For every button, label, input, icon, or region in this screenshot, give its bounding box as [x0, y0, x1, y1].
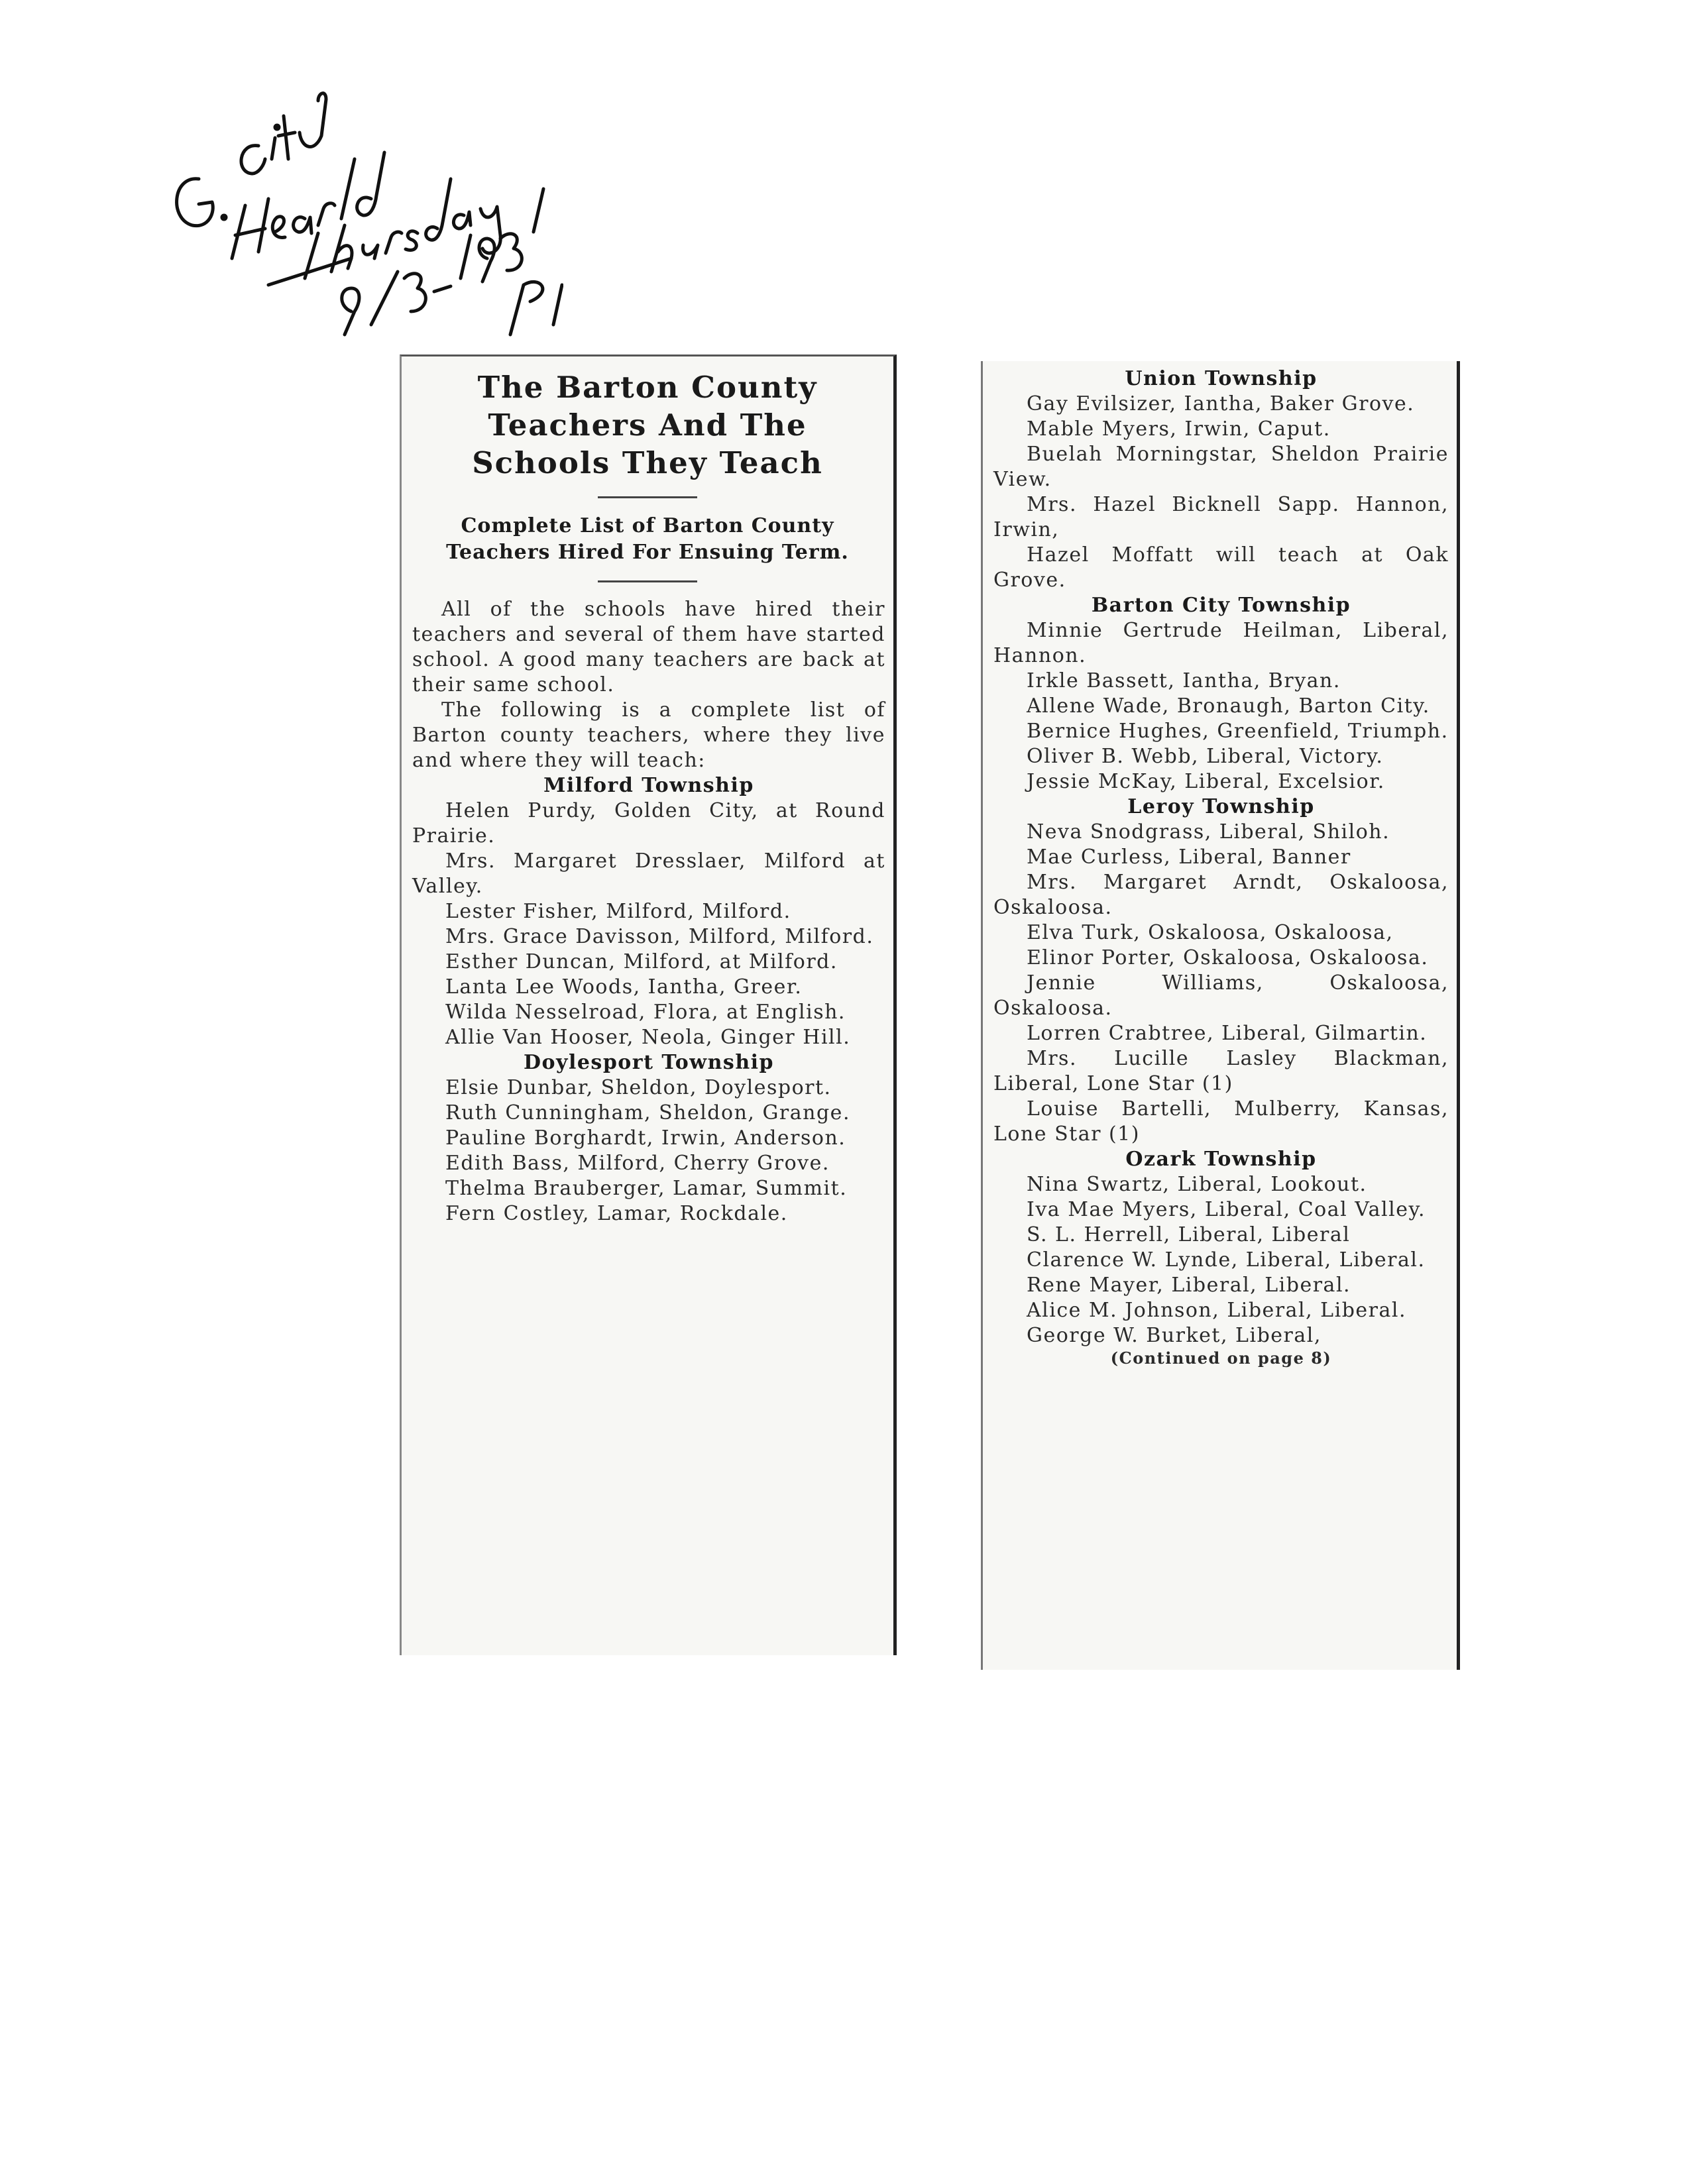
teacher-entry: Minnie Gertrude Heilman, Liberal, Hannon.	[993, 619, 1449, 667]
teacher-entry: Iva Mae Myers, Liberal, Coal Valley.	[1027, 1198, 1426, 1221]
teacher-entry: Louise Bartelli, Mulberry, Kansas, Lone Star (1)	[993, 1097, 1449, 1146]
teacher-entry: Mrs. Margaret Dresslaer, Milford at Valley.	[412, 849, 885, 898]
teacher-entry: Esther Duncan, Milford, at Milford.	[445, 950, 838, 973]
article-column-left	[400, 355, 897, 1655]
article-body-right	[983, 361, 1457, 1368]
teacher-entry: Wilda Nesselroad, Flora, at English.	[445, 1001, 846, 1024]
headline-line-1: The Barton County	[477, 370, 818, 405]
headline-line-3: Schools They Teach	[472, 445, 823, 480]
teacher-entry: Gay Evilsizer, Iantha, Baker Grove.	[1027, 392, 1415, 415]
teacher-entry: Neva Snodgrass, Liberal, Shiloh.	[1027, 820, 1390, 844]
teacher-entry: Allene Wade, Bronaugh, Barton City.	[1027, 694, 1430, 718]
teacher-entry: Thelma Brauberger, Lamar, Summit.	[445, 1177, 848, 1200]
teacher-entry: Mae Curless, Liberal, Banner	[1027, 846, 1351, 869]
article-headline	[402, 368, 893, 482]
article-column-right	[981, 361, 1460, 1670]
township-list-left	[412, 773, 885, 1227]
teacher-entry: Jessie McKay, Liberal, Excelsior.	[1027, 770, 1385, 793]
handwritten-annotation	[152, 60, 563, 338]
section-heading-milford-township: Milford Township	[543, 774, 754, 797]
teacher-entry: Oliver B. Webb, Liberal, Victory.	[1027, 745, 1384, 768]
teacher-entry: Mrs. Grace Davisson, Milford, Milford.	[445, 925, 874, 948]
teacher-entry: Pauline Borghardt, Irwin, Anderson.	[445, 1126, 846, 1150]
intro-paragraph: All of the schools have hired their teachers and several of them have started school. A good many teachers are back at their same school.	[412, 598, 885, 696]
section-heading-leroy-township: Leroy Township	[1127, 795, 1315, 818]
teacher-entry: Mrs. Margaret Arndt, Oskaloosa, Oskaloosa.	[993, 871, 1449, 919]
teacher-entry: Edith Bass, Milford, Cherry Grove.	[445, 1152, 830, 1175]
teacher-entry: Jennie Williams, Oskaloosa, Oskaloosa.	[993, 971, 1449, 1020]
section-heading-union-township: Union Township	[1125, 367, 1318, 390]
teacher-entry: Lanta Lee Woods, Iantha, Greer.	[445, 975, 803, 999]
teacher-entry: Alice M. Johnson, Liberal, Liberal.	[1027, 1299, 1407, 1322]
continued-note: (Continued on page 8)	[1110, 1348, 1332, 1368]
teacher-entry: Bernice Hughes, Greenfield, Triumph.	[1027, 720, 1449, 743]
teacher-entry: Rene Mayer, Liberal, Liberal.	[1027, 1274, 1351, 1297]
teacher-entry: Buelah Morningstar, Sheldon Prairie View.	[993, 443, 1449, 491]
teacher-entry: Elsie Dunbar, Sheldon, Doylesport.	[445, 1076, 832, 1099]
headline-divider	[598, 496, 697, 498]
teacher-entry: Hazel Moffatt will teach at Oak Grove.	[993, 543, 1449, 592]
teacher-entry: S. L. Herrell, Liberal, Liberal	[1027, 1223, 1351, 1246]
teacher-entry: Mrs. Hazel Bicknell Sapp. Hannon, Irwin,	[993, 493, 1449, 541]
teacher-entry: Allie Van Hooser, Neola, Ginger Hill.	[445, 1026, 851, 1049]
township-list-right	[993, 366, 1449, 1348]
article-body-left	[402, 597, 893, 1227]
teacher-entry: Elinor Porter, Oskaloosa, Oskaloosa.	[1027, 946, 1429, 969]
teacher-entry: Helen Purdy, Golden City, at Round Prairie.	[412, 799, 885, 847]
intro-paragraph: The following is a complete list of Barton county teachers, where they live and where they will teach:	[412, 698, 885, 772]
teacher-entry: George W. Burket, Liberal,	[1027, 1324, 1321, 1347]
teacher-entry: Irkle Bassett, Iantha, Bryan.	[1027, 669, 1341, 692]
section-heading-barton-city-township: Barton City Township	[1091, 594, 1351, 617]
teacher-entry: Clarence W. Lynde, Liberal, Liberal.	[1027, 1248, 1426, 1272]
subheadline-divider	[598, 580, 697, 582]
teacher-entry: Mrs. Lucille Lasley Blackman, Liberal, Lone Star (1)	[993, 1047, 1449, 1095]
teacher-entry: Nina Swartz, Liberal, Lookout.	[1027, 1173, 1367, 1196]
teacher-entry: Fern Costley, Lamar, Rockdale.	[445, 1202, 788, 1225]
teacher-entry: Mable Myers, Irwin, Caput.	[1027, 417, 1331, 441]
teacher-entry: Elva Turk, Oskaloosa, Oskaloosa,	[1027, 921, 1394, 944]
teacher-entry: Lorren Crabtree, Liberal, Gilmartin.	[1027, 1022, 1428, 1045]
article-subheadline: Complete List of Barton County Teachers Hired For Ensuing Term.	[446, 514, 849, 564]
teacher-entry: Ruth Cunningham, Sheldon, Grange.	[445, 1101, 850, 1124]
headline-line-2: Teachers And The	[488, 408, 807, 443]
section-heading-ozark-township: Ozark Township	[1125, 1148, 1317, 1171]
teacher-entry: Lester Fisher, Milford, Milford.	[445, 900, 791, 923]
section-heading-doylesport-township: Doylesport Township	[523, 1051, 775, 1074]
